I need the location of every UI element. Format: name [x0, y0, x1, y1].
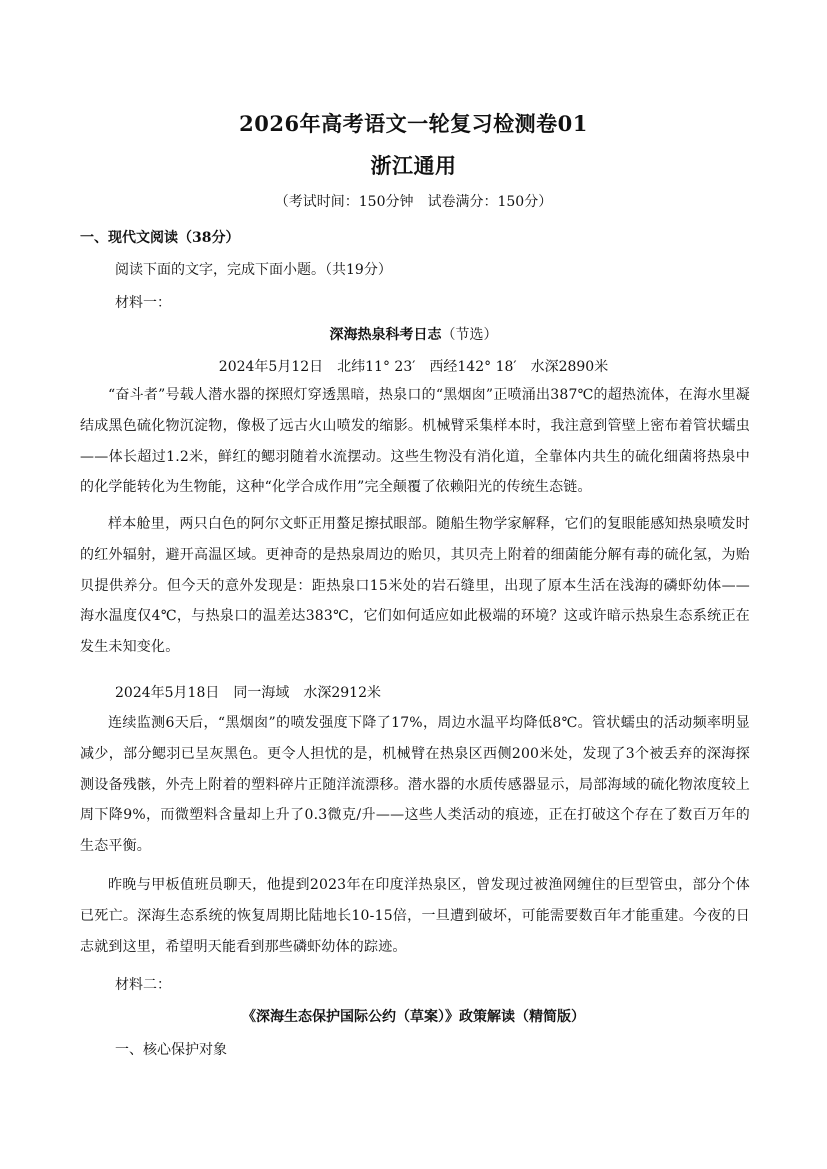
log-entry1-header: 2024年5月12日 北纬11° 23′ 西经142° 18′ 水深2890米 [218, 359, 609, 375]
log-paragraph: 连续监测6天后，“黑烟囱”的喷发强度下降了17%，周边水温平均降低8℃。管状蠕虫的活动频率明显减少，部分鳃羽已呈灰黑色。更令人担忧的是，机械臂在热泉区西侧200米处，发现了3个被丢弃的深海探测设备残骸，外壳上附着的塑料碎片正随洋流漂移。潜水器的水质传感器显示，局部海域的硫化物浓度较上周下降9%，而微塑料含量却上升了0.3微克/升——这些人类活动的痕迹，正在打破这个存在了数百万年的生态平衡。 [80, 715, 750, 855]
log-title-suffix: （节选） [441, 327, 498, 343]
instruction-text: 阅读下面的文字，完成下面小题。（共19分） [115, 262, 392, 278]
log-paragraph: “奋斗者”号载人潜水器的探照灯穿透黑暗，热泉口的“黑烟囱”正喷涌出387℃的超热流体，在海水里凝结成黑色硫化物沉淀物，像极了远古火山喷发的缩影。机械臂采集样本时，我注意到管壁上密布着管状蠕虫——体长超过1.2米，鲜红的鳃羽随着水流摆动。这些生物没有消化道，全靠体内共生的硫化细菌将热泉中的化学能转化为生物能，这种“化学合成作用”完全颠覆了依赖阳光的传统生态链。 [80, 387, 750, 496]
material1-label: 材料一： [115, 295, 171, 311]
section-heading: 一、现代文阅读（38分） [80, 230, 240, 246]
log-paragraph: 昨晚与甲板值班员聊天，他提到2023年在印度洋热泉区，曾发现过被渔网缠住的巨型管虫，部分个体已死亡。深海生态系统的恢复周期比陆地长10-15倍，一旦遭到破坏，可能需要数百年才能重建。今夜的日志就到这里，希望明天能看到那些磷虾幼体的踪迹。 [80, 877, 750, 955]
policy-item-heading: 一、核心保护对象 [115, 1042, 227, 1058]
log-title [0, 324, 827, 344]
policy-title: 《深海生态保护国际公约（草案）》政策解读（精简版） [242, 1009, 585, 1025]
exam-title: 2026年高考语文一轮复习检测卷01 [239, 111, 588, 136]
material2-label: 材料二： [115, 977, 171, 993]
exam-subtitle: 浙江通用 [370, 153, 457, 178]
log-entry2-header: 2024年5月18日 同一海域 水深2912米 [115, 685, 381, 701]
log-title-main: 深海热泉科考日志 [329, 327, 442, 343]
log-paragraph: 样本舱里，两只白色的阿尔文虾正用螯足擦拭眼部。随船生物学家解释，它们的复眼能感知热泉喷发时的红外辐射，避开高温区域。更神奇的是热泉周边的贻贝，其贝壳上附着的细菌能分解有毒的硫化氢，为贻贝提供养分。但今天的意外发现是：距热泉口15米处的岩石缝里，出现了原本生活在浅海的磷虾幼体——海水温度仅4℃，与热泉口的温差达383℃，它们如何适应如此极端的环境？这或许暗示热泉生态系统正在发生未知变化。 [80, 516, 750, 656]
exam-info: （考试时间：150分钟 试卷满分：150分） [274, 194, 553, 210]
